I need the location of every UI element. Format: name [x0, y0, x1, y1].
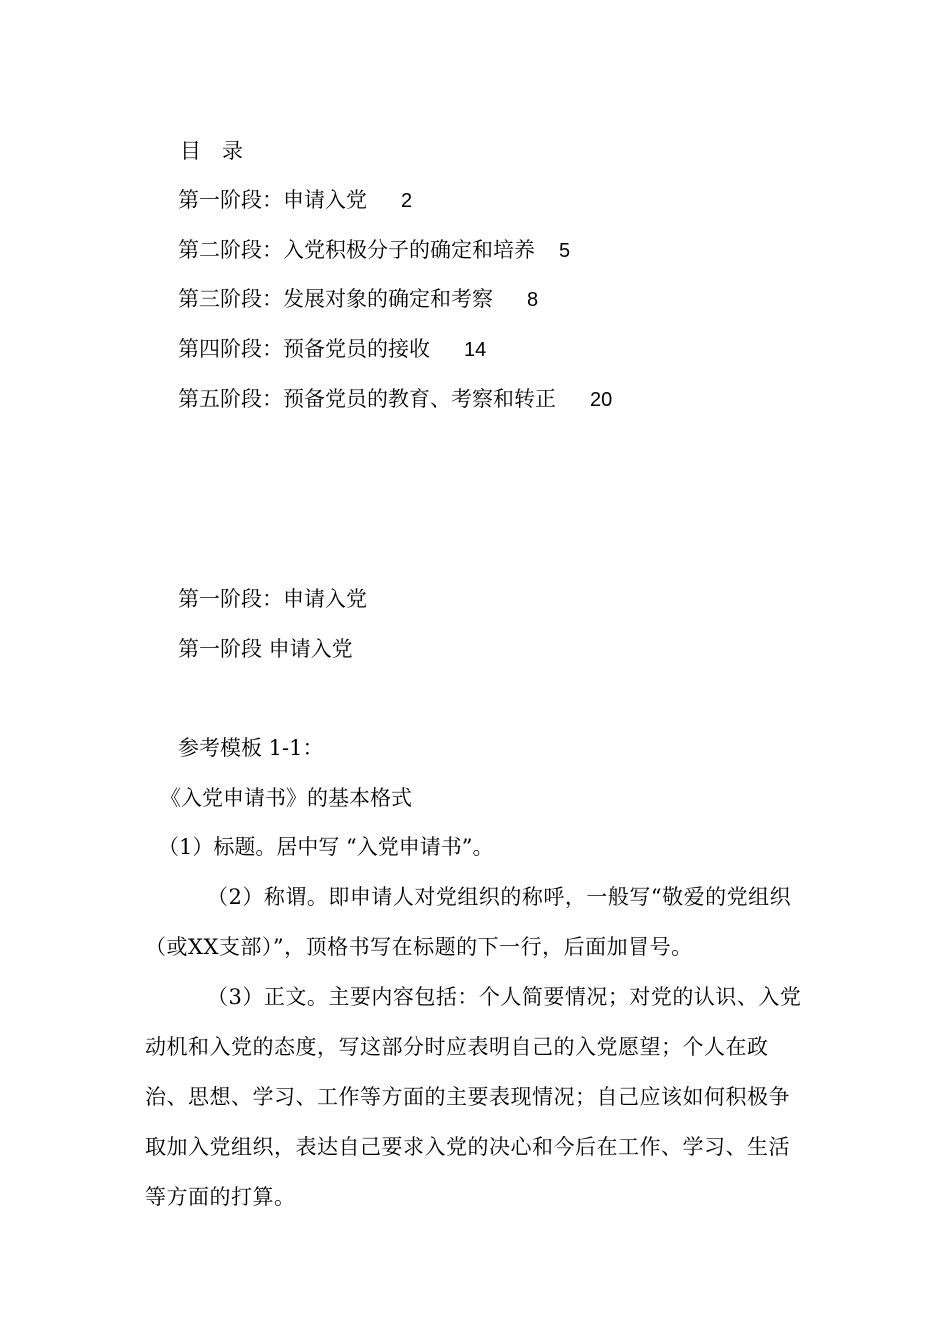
toc-item-page: 8	[527, 289, 539, 311]
toc-item-label: 第四阶段：预备党员的接收	[178, 337, 430, 361]
toc-item	[178, 235, 570, 266]
template-label: 参考模板 1-1：	[178, 736, 324, 760]
toc-title: 目 录	[180, 139, 243, 163]
toc-item-page: 2	[401, 190, 413, 212]
toc-item	[178, 185, 412, 216]
toc-item-page: 5	[559, 240, 571, 262]
toc-item-page: 20	[590, 389, 613, 411]
toc-item-label: 第二阶段：入党积极分子的确定和培养	[178, 238, 535, 262]
toc-item-label: 第一阶段：申请入党	[178, 188, 367, 212]
toc-item	[178, 284, 538, 315]
template-item-title: （1）标题。居中写 “入党申请书”。	[158, 835, 494, 859]
section-heading: 第一阶段：申请入党	[178, 587, 367, 611]
toc-item	[178, 334, 486, 365]
toc-item-label: 第三阶段：发展对象的确定和考察	[178, 287, 493, 311]
toc-item-page: 14	[464, 339, 487, 361]
template-item-salutation: （2）称谓。即申请人对党组织的称呼，一般写“敬爱的党组织（或XX支部）”，顶格书写在标题的下一行，后面加冒号。	[145, 885, 792, 959]
section-subheading: 第一阶段 申请入党	[178, 637, 353, 661]
toc-item-label: 第五阶段：预备党员的教育、考察和转正	[178, 387, 556, 411]
template-item-body: （3）正文。主要内容包括：个人简要情况；对党的认识、入党动机和入党的态度，写这部分时应表明自己的入党愿望；个人在政治、思想、学习、工作等方面的主要表现情况；自己应该如何积极争取加入党组织，表达自己要求入党的决心和今后在工作、学习、生活等方面的打算。	[145, 985, 802, 1209]
toc-item	[178, 384, 612, 415]
template-subtitle: 《入党申请书》的基本格式	[160, 786, 412, 810]
